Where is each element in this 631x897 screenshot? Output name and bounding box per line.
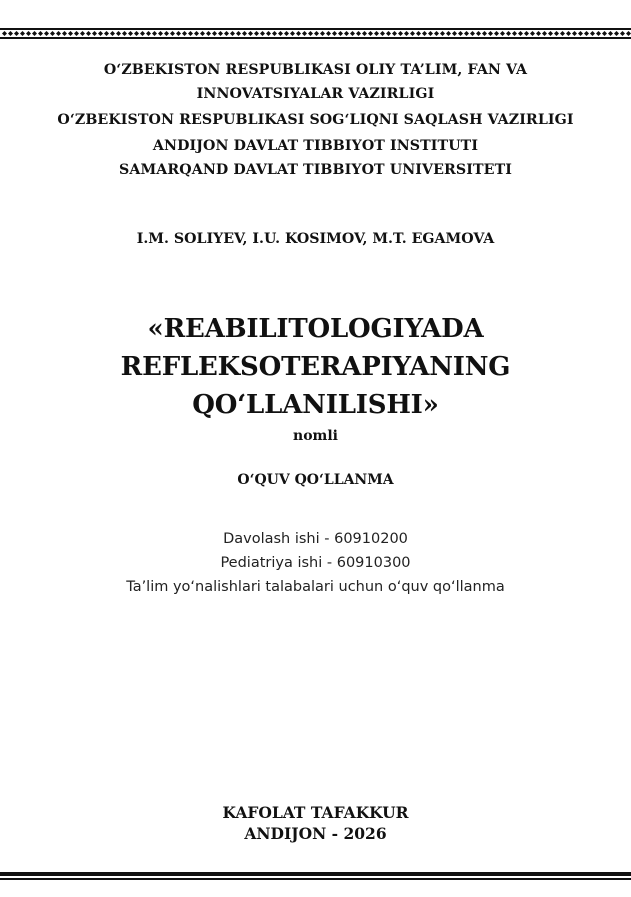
- ministry-line-3: O‘ZBEKISTON RESPUBLIKASI SOG‘LIQNI SAQLASH VAZIRLIGI: [57, 112, 574, 128]
- ministry-line-1: O‘ZBEKISTON RESPUBLIKASI OLIY TA’LIM, FAN VA: [103, 62, 528, 78]
- bottom-border-thin-line: [0, 878, 631, 880]
- title-subtitle: nomli: [293, 428, 338, 444]
- title-line-1: «REABILITOLOGIYADA: [147, 314, 484, 344]
- specialty-line-2: Pediatriya ishi - 60910300: [220, 555, 411, 571]
- publisher-place-year: ANDIJON - 2026: [244, 824, 387, 843]
- ministry-line-2: INNOVATSIYALAR VAZIRLIGI: [196, 86, 435, 102]
- publisher-name: KAFOLAT TAFAKKUR: [222, 803, 409, 822]
- specialty-line-1: Davolash ishi - 60910200: [223, 531, 408, 547]
- decorative-bottom-border: [0, 872, 631, 881]
- university-line: SAMARQAND DAVLAT TIBBIYOT UNIVERSITETI: [119, 162, 512, 178]
- title-line-3: QO‘LLANILISHI»: [192, 390, 439, 420]
- decorative-top-border: [0, 28, 631, 39]
- institute-line: ANDIJON DAVLAT TIBBIYOT INSTITUTI: [152, 138, 479, 154]
- bottom-border-thick-line: [0, 872, 631, 876]
- audience-line: Ta’lim yo‘nalishlari talabalari uchun o‘quv qo‘llanma: [126, 579, 505, 595]
- authors: I.M. SOLIYEV, I.U. KOSIMOV, M.T. EGAMOVA: [136, 231, 495, 247]
- title-line-2: REFLEKSOTERAPIYANING: [120, 352, 511, 382]
- document-type: O‘QUV QO‘LLANMA: [237, 472, 394, 488]
